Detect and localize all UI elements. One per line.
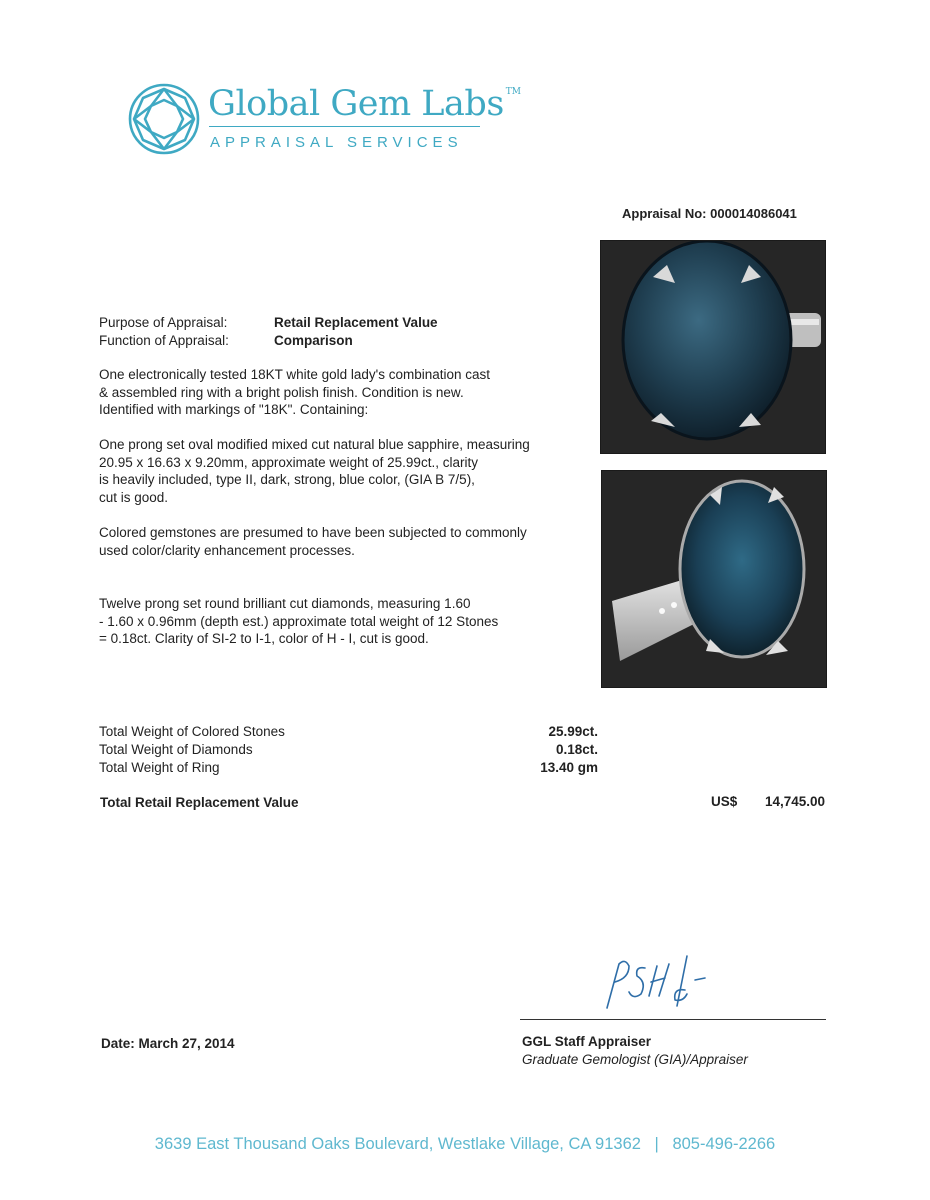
footer-contact: [0, 1135, 930, 1154]
total-diamonds-label: Total Weight of Diamonds: [99, 742, 253, 757]
text-line: 20.95 x 16.63 x 9.20mm, approximate weight of 25.99ct., clarity: [99, 454, 478, 470]
company-name: Global Gem Labs ™: [208, 84, 521, 124]
retail-value-label: Total Retail Replacement Value: [100, 795, 299, 810]
footer-phone: 805-496-2266: [672, 1135, 776, 1153]
ring-photo-top: [600, 240, 826, 454]
total-ring-value: 13.40 gm: [540, 760, 598, 775]
text-line: is heavily included, type II, dark, strong, blue color, (GIA B 7/5),: [99, 472, 475, 488]
text-line: used color/clarity enhancement processes.: [99, 542, 355, 558]
footer-address: 3639 East Thousand Oaks Boulevard, Westlake Village, CA 91362: [154, 1135, 641, 1153]
text-line: cut is good.: [99, 489, 169, 505]
total-ring-label: Total Weight of Ring: [99, 760, 220, 775]
footer-separator: |: [654, 1135, 659, 1153]
diamond-logo-icon: [127, 82, 201, 156]
text-line: Colored gemstones are presumed to have been subjected to commonly: [99, 525, 527, 540]
text-line: One prong set oval modified mixed cut natural blue sapphire, measuring: [99, 437, 530, 452]
appraisal-number: Appraisal No: 000014086041: [622, 206, 797, 221]
purpose-label: Purpose of Appraisal:: [99, 315, 228, 330]
treatment-disclosure: [99, 524, 527, 559]
signature-line: [520, 1019, 826, 1020]
currency: US$: [711, 794, 738, 809]
appraiser-title: GGL Staff Appraiser: [522, 1034, 652, 1049]
text-line: = 0.18ct. Clarity of SI-2 to I-1, color of H - I, cut is good.: [99, 631, 429, 647]
ring-description: [99, 366, 490, 419]
total-colored-label: Total Weight of Colored Stones: [99, 724, 285, 739]
appraisal-date: Date: March 27, 2014: [101, 1036, 235, 1051]
function-label: Function of Appraisal:: [99, 333, 229, 348]
total-colored-value: 25.99ct.: [548, 724, 598, 739]
purpose-value: Retail Replacement Value: [274, 315, 438, 330]
retail-value: 14,745.00: [764, 794, 825, 809]
function-value: Comparison: [274, 333, 353, 348]
sapphire-description: [99, 436, 530, 506]
ring-photo-angle: [601, 470, 827, 688]
total-diamonds-value: 0.18ct.: [555, 742, 598, 757]
appraiser-credential: Graduate Gemologist (GIA)/Appraiser: [522, 1052, 748, 1067]
text-line: & assembled ring with a bright polish finish. Condition is new.: [99, 384, 464, 400]
logo-divider: [209, 126, 480, 127]
text-line: Identified with markings of "18K". Containing:: [99, 402, 369, 418]
text-line: One electronically tested 18KT white gold lady's combination cast: [99, 367, 491, 382]
trademark: TM: [505, 87, 521, 97]
signature-graphic: [595, 950, 715, 1012]
company-subtitle: APPRAISAL SERVICES: [210, 134, 463, 151]
diamond-description: [99, 595, 498, 648]
text-line: - 1.60 x 0.96mm (depth est.) approximate total weight of 12 Stones: [99, 613, 499, 629]
text-line: Twelve prong set round brilliant cut diamonds, measuring 1.60: [99, 596, 471, 611]
